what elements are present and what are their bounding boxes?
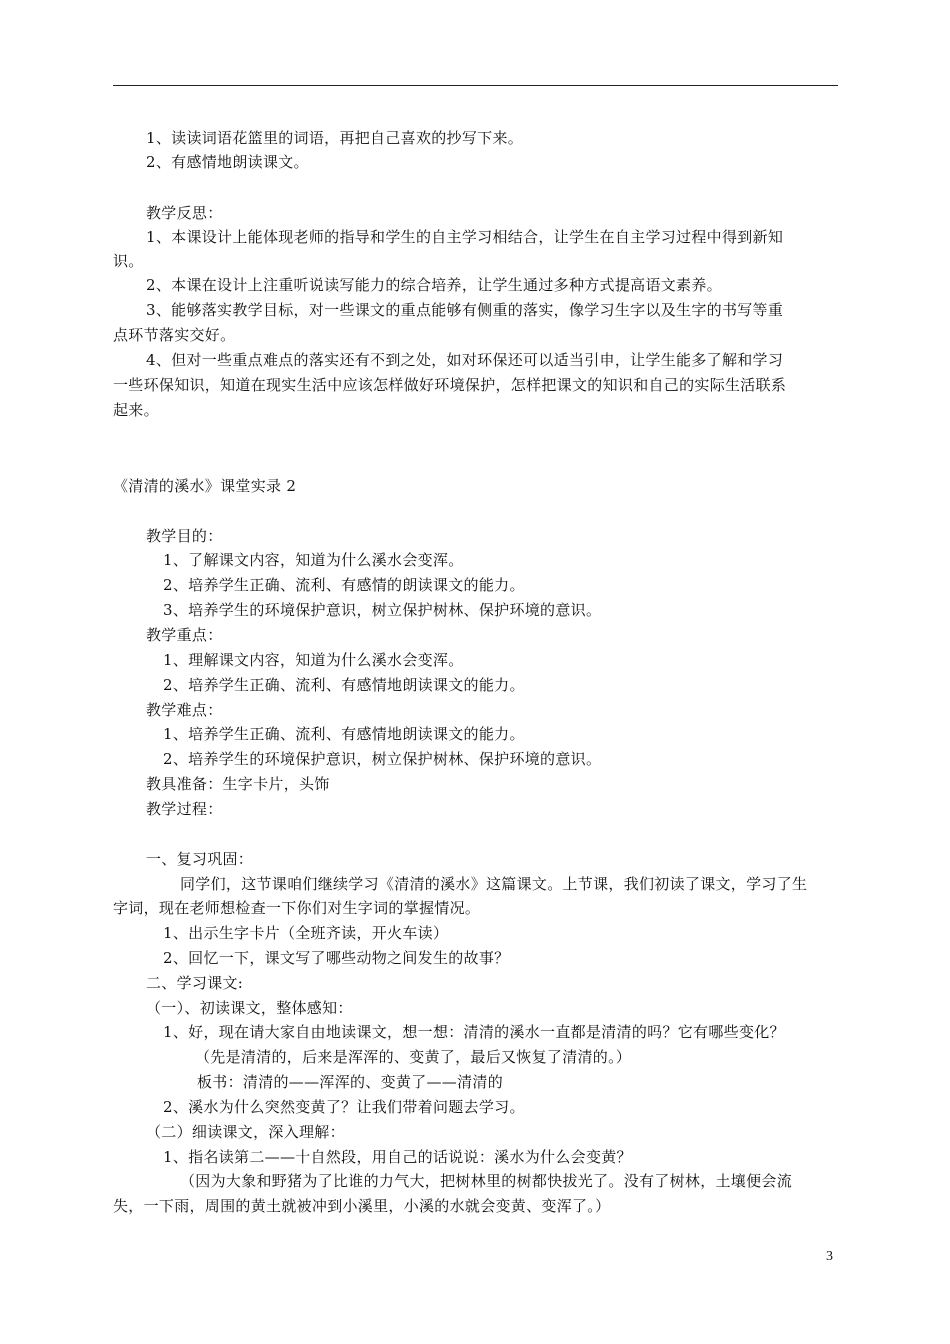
reflection-line: 4、但对一些重点难点的落实还有不到之处，如对环保还可以适当引申，让学生能多了解和学习 — [146, 351, 784, 369]
reflection-line: 点环节落实交好。 — [113, 326, 236, 344]
process-line: 字词，现在老师想检查一下你们对生字词的掌握情况。 — [113, 899, 481, 917]
key-item: 1、理解课文内容，知道为什么溪水会变浑。 — [163, 651, 464, 669]
reflection-line: 1、本课设计上能体现老师的指导和学生的自主学习相结合，让学生在自主学习过程中得到新知 — [146, 228, 784, 246]
homework-item: 2、有感情地朗读课文。 — [146, 153, 309, 171]
process-line: （二）细读课文，深入理解： — [146, 1123, 345, 1141]
process-line: （一）、初读课文，整体感知： — [146, 999, 353, 1017]
reflection-line: 起来。 — [113, 401, 159, 419]
process-line: 一、复习巩固： — [146, 850, 254, 868]
header-rule — [113, 85, 838, 86]
process-line: 板书：清清的——浑浑的、变黄了——清清的 — [197, 1073, 504, 1091]
process-line: 2、回忆一下，课文写了哪些动物之间发生的故事？ — [163, 949, 510, 967]
reflection-title: 教学反思： — [146, 204, 223, 222]
reflection-line: 3、能够落实教学目标，对一些课文的重点能够有侧重的落实，像学习生字以及生字的书写等重 — [146, 301, 784, 319]
goals-title: 教学目的： — [146, 527, 223, 545]
key-title: 教学重点： — [146, 626, 223, 644]
key-item: 2、培养学生正确、流利、有感情地朗读课文的能力。 — [163, 676, 525, 694]
difficulty-item: 2、培养学生的环境保护意识，树立保护树林、保护环境的意识。 — [163, 750, 602, 768]
page-number: 3 — [826, 1249, 833, 1264]
process-line: 1、好，现在请大家自由地读课文，想一想：清清的溪水一直都是清清的吗？它有哪些变化？ — [163, 1023, 785, 1041]
record-title: 《清清的溪水》课堂实录 2 — [113, 477, 297, 495]
process-title: 教学过程： — [146, 800, 223, 818]
process-line: 二、学习课文: — [146, 974, 244, 992]
process-line: 2、溪水为什么突然变黄了？让我们带着问题去学习。 — [163, 1098, 525, 1116]
reflection-line: 一些环保知识，知道在现实生活中应该怎样做好环境保护，怎样把课文的知识和自己的实际生活联系 — [113, 376, 787, 394]
difficulty-item: 1、培养学生正确、流利、有感情地朗读课文的能力。 — [163, 725, 525, 743]
tools-line: 教具准备：生字卡片，头饰 — [146, 775, 330, 793]
process-line: 1、指名读第二——十自然段，用自己的话说说：溪水为什么会变黄？ — [163, 1148, 632, 1166]
goal-item: 1、了解课文内容，知道为什么溪水会变浑。 — [163, 551, 464, 569]
process-line: 失，一下雨，周围的黄土就被冲到小溪里，小溪的水就会变黄、变浑了。） — [113, 1197, 611, 1215]
difficulty-title: 教学难点： — [146, 701, 223, 719]
goal-item: 3、培养学生的环境保护意识，树立保护树林、保护环境的意识。 — [163, 601, 602, 619]
reflection-line: 2、本课在设计上注重听说读写能力的综合培养，让学生通过多种方式提高语文素养。 — [146, 276, 722, 294]
process-line: （因为大象和野猪为了比谁的力气大，把树林里的树都快拔光了。没有了树林，土壤便会流 — [180, 1172, 793, 1190]
homework-item: 1、读读词语花篮里的词语，再把自己喜欢的抄写下来。 — [146, 129, 524, 147]
process-line: 1、出示生字卡片（全班齐读，开火车读） — [163, 924, 449, 942]
goal-item: 2、培养学生正确、流利、有感情的朗读课文的能力。 — [163, 576, 525, 594]
process-line: 同学们，这节课咱们继续学习《清清的溪水》这篇课文。上节课，我们初读了课文，学习了生 — [180, 875, 808, 893]
reflection-line: 识。 — [113, 252, 144, 270]
process-line: （先是清清的，后来是浑浑的、变黄了，最后又恢复了清清的。） — [195, 1048, 632, 1066]
